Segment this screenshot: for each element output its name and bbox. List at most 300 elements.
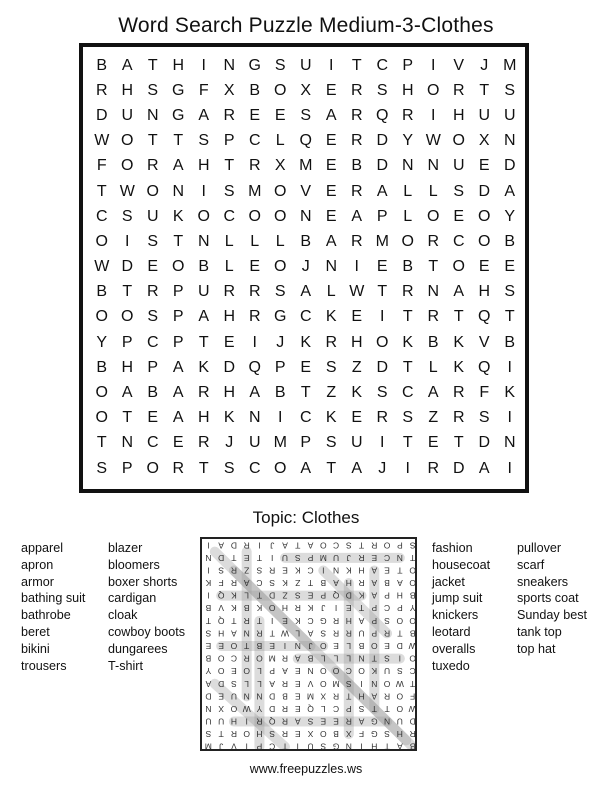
grid-row: [89, 179, 523, 204]
grid-letter: L: [224, 232, 234, 250]
answer-letter: Q: [268, 716, 276, 727]
grid-letter: K: [325, 409, 337, 427]
answer-letter: T: [371, 653, 377, 664]
grid-letter: O: [95, 308, 108, 326]
answer-letter: S: [384, 729, 390, 740]
grid-letter: R: [248, 308, 261, 326]
answer-letter: T: [244, 641, 250, 651]
word-list-item: jacket: [432, 574, 465, 589]
answer-letter: E: [282, 615, 288, 626]
answer-letter: N: [243, 691, 250, 702]
answer-letter: L: [333, 653, 339, 664]
grid-letter: C: [299, 409, 312, 427]
word-list-column-3: [432, 540, 490, 674]
answer-key-grid: [202, 539, 417, 751]
answer-letter: W: [408, 641, 417, 651]
grid-letter: A: [172, 358, 184, 376]
answer-letter: W: [242, 703, 251, 714]
grid-letter: N: [503, 434, 516, 452]
answer-letter: E: [294, 666, 301, 677]
word-list-item: tuxedo: [432, 658, 470, 673]
grid-letter: R: [350, 182, 363, 200]
answer-letter: Y: [205, 666, 212, 677]
word-list-item: cardigan: [108, 591, 157, 606]
grid-letter: N: [223, 56, 236, 74]
answer-letter: O: [319, 678, 327, 689]
answer-letter: Q: [332, 590, 340, 601]
answer-letter: L: [244, 678, 250, 689]
grid-letter: S: [223, 459, 235, 477]
answer-letter: M: [268, 653, 276, 664]
word-list-item: Sunday best: [517, 608, 588, 623]
grid-letter: D: [503, 157, 516, 175]
grid-letter: A: [376, 182, 388, 200]
answer-letter: U: [205, 716, 212, 727]
answer-letter: O: [319, 729, 327, 740]
answer-letter: T: [358, 603, 365, 614]
answer-letter: R: [332, 691, 340, 702]
answer-letter: S: [358, 703, 365, 714]
answer-letter: L: [295, 628, 301, 639]
answer-letter: A: [282, 540, 288, 551]
grid-letter: U: [503, 106, 516, 124]
answer-letter: R: [230, 565, 237, 576]
grid-letter: R: [427, 308, 440, 326]
answer-letter: R: [345, 628, 352, 639]
answer-letter: G: [371, 729, 378, 740]
grid-letter: R: [223, 106, 236, 124]
grid-letter: E: [274, 106, 286, 124]
answer-letter: D: [218, 552, 225, 563]
grid-letter: K: [198, 358, 210, 376]
grid-row: [89, 431, 523, 456]
grid-letter: H: [223, 308, 236, 326]
grid-letter: B: [249, 81, 261, 99]
grid-letter: S: [147, 232, 159, 250]
grid-letter: A: [300, 283, 312, 301]
answer-letter: E: [294, 691, 301, 702]
grid-letter: N: [325, 258, 338, 276]
grid-letter: T: [453, 434, 464, 452]
answer-letter: T: [307, 578, 314, 589]
answer-letter: T: [346, 691, 352, 702]
answer-letter: L: [346, 653, 352, 664]
answer-letter: D: [205, 691, 212, 702]
answer-letter: V: [218, 603, 224, 614]
grid-letter: C: [248, 459, 261, 477]
answer-letter: R: [281, 678, 289, 689]
grid-letter: A: [172, 157, 184, 175]
answer-letter: P: [269, 666, 276, 677]
grid-letter: W: [119, 182, 135, 200]
grid-letter: E: [300, 358, 312, 376]
grid-letter: S: [274, 56, 286, 74]
grid-letter: D: [452, 459, 465, 477]
grid-letter: S: [223, 182, 235, 200]
grid-letter: T: [402, 308, 413, 326]
answer-letter: P: [345, 703, 352, 714]
grid-letter: K: [453, 358, 465, 376]
grid-letter: L: [224, 258, 234, 276]
grid-letter: O: [248, 207, 261, 225]
grid-letter: W: [94, 258, 110, 276]
grid-letter: F: [96, 157, 107, 175]
answer-letter: A: [205, 678, 212, 689]
answer-letter: N: [332, 565, 340, 576]
grid-letter: S: [325, 434, 337, 452]
answer-letter: L: [320, 703, 326, 714]
answer-letter: K: [371, 666, 378, 677]
grid-letter: S: [325, 358, 337, 376]
word-list-item: overalls: [432, 641, 476, 656]
grid-letter: Y: [96, 333, 108, 351]
grid-letter: U: [248, 434, 261, 452]
answer-letter: N: [205, 552, 212, 563]
answer-letter: S: [397, 666, 403, 677]
answer-letter: P: [397, 603, 403, 614]
grid-letter: P: [172, 283, 184, 301]
grid-letter: M: [375, 232, 389, 250]
answer-letter: J: [321, 603, 326, 614]
answer-letter: T: [384, 741, 390, 752]
grid-letter: M: [273, 434, 287, 452]
answer-letter: U: [396, 716, 403, 727]
grid-letter: N: [401, 157, 414, 175]
grid-letter: B: [96, 56, 108, 74]
grid-letter: P: [172, 308, 184, 326]
answer-letter: C: [307, 615, 314, 626]
grid-letter: A: [249, 384, 261, 402]
answer-letter: T: [269, 628, 275, 639]
grid-letter: H: [121, 81, 134, 99]
answer-letter: F: [410, 691, 416, 702]
grid-row: [89, 305, 523, 330]
answer-letter: E: [307, 590, 314, 601]
answer-letter: M: [332, 678, 340, 689]
grid-row: [89, 204, 523, 229]
answer-letter: P: [371, 615, 378, 626]
grid-letter: E: [351, 409, 363, 427]
grid-letter: E: [427, 434, 439, 452]
answer-letter: R: [332, 615, 340, 626]
grid-letter: P: [147, 358, 159, 376]
topic-heading: Topic: Clothes: [252, 508, 360, 527]
grid-letter: H: [223, 384, 236, 402]
grid-letter: A: [198, 308, 210, 326]
grid-letter: S: [121, 207, 133, 225]
answer-letter: N: [384, 716, 391, 727]
grid-letter: D: [376, 132, 389, 150]
grid-letter: T: [479, 81, 490, 99]
grid-letter: E: [504, 258, 516, 276]
grid-letter: L: [403, 182, 413, 200]
answer-letter: T: [231, 615, 237, 626]
answer-letter: C: [384, 552, 391, 563]
grid-letter: T: [453, 308, 464, 326]
grid-letter: T: [326, 459, 337, 477]
answer-letter: E: [218, 641, 224, 651]
answer-letter: O: [383, 678, 391, 689]
grid-letter: T: [96, 182, 107, 200]
grid-letter: I: [507, 459, 512, 477]
grid-letter: T: [377, 283, 388, 301]
grid-letter: V: [300, 182, 312, 200]
answer-letter: B: [205, 603, 212, 614]
grid-letter: R: [350, 106, 363, 124]
grid-letter: O: [274, 207, 287, 225]
grid-letter: B: [147, 384, 159, 402]
answer-letter: G: [371, 716, 378, 727]
answer-letter: A: [371, 691, 378, 702]
grid-row: [89, 129, 523, 154]
grid-letter: R: [452, 384, 465, 402]
word-list-column-1: [21, 540, 85, 674]
grid-letter: A: [427, 384, 439, 402]
grid-letter: E: [147, 258, 159, 276]
word-list-item: boxer shorts: [108, 574, 178, 589]
answer-letter: I: [322, 565, 325, 576]
grid-letter: V: [478, 333, 490, 351]
answer-letter: P: [371, 603, 378, 614]
answer-letter: I: [271, 615, 274, 626]
answer-letter: A: [307, 628, 314, 639]
word-list-item: apron: [21, 557, 54, 572]
grid-letter: T: [96, 434, 107, 452]
answer-letter: Q: [217, 590, 225, 601]
answer-letter: X: [218, 703, 224, 714]
answer-letter: Q: [307, 703, 314, 714]
answer-letter: E: [384, 565, 390, 576]
answer-letter: S: [384, 653, 390, 664]
answer-letter: S: [205, 729, 212, 740]
grid-letter: P: [121, 333, 133, 351]
answer-letter: T: [397, 565, 403, 576]
grid-letter: O: [95, 409, 108, 427]
grid-letter: I: [125, 232, 130, 250]
answer-letter: E: [294, 678, 301, 689]
answer-letter: A: [397, 578, 403, 589]
grid-row: [89, 53, 523, 78]
grid-letter: I: [507, 358, 512, 376]
answer-letter: F: [358, 729, 365, 740]
answer-letter: N: [396, 552, 403, 563]
answer-letter: T: [231, 552, 237, 563]
answer-letter: T: [397, 628, 403, 639]
grid-letter: D: [121, 258, 134, 276]
word-list-item: fashion: [432, 541, 473, 555]
grid-letter: O: [274, 81, 287, 99]
answer-letter: D: [409, 716, 416, 727]
answer-letter: O: [268, 603, 276, 614]
answer-letter: E: [333, 716, 339, 727]
answer-letter: J: [270, 540, 275, 551]
grid-letter: J: [480, 56, 489, 74]
answer-letter: E: [205, 641, 212, 651]
grid-letter: O: [274, 182, 287, 200]
answer-letter: O: [396, 703, 404, 714]
answer-letter: T: [371, 703, 377, 714]
answer-letter: R: [256, 628, 263, 639]
answer-letter: B: [307, 653, 314, 664]
answer-letter: S: [218, 565, 224, 576]
answer-letter: B: [333, 729, 339, 740]
grid-letter: E: [351, 308, 363, 326]
grid-row: [89, 78, 523, 103]
answer-letter: A: [397, 741, 403, 752]
answer-letter: O: [319, 641, 327, 651]
answer-letter: A: [231, 628, 237, 639]
answer-letter: K: [231, 590, 237, 601]
grid-letter: E: [223, 333, 235, 351]
grid-letter: L: [428, 182, 438, 200]
word-list-item: bikini: [21, 641, 50, 656]
answer-letter: S: [256, 565, 263, 576]
answer-letter: R: [345, 716, 352, 727]
answer-letter: A: [282, 666, 288, 677]
answer-letter: X: [345, 729, 352, 740]
word-list-item: scarf: [517, 557, 545, 572]
grid-row: [89, 380, 523, 405]
answer-letter: E: [371, 552, 378, 563]
grid-letter: U: [452, 157, 465, 175]
answer-letter: I: [360, 678, 363, 689]
grid-letter: E: [325, 182, 337, 200]
answer-letter: S: [294, 590, 301, 601]
answer-letter: R: [358, 578, 365, 589]
answer-letter: S: [294, 552, 301, 563]
grid-letter: K: [223, 409, 235, 427]
grid-letter: A: [172, 384, 184, 402]
grid-row: [89, 330, 523, 355]
word-list-item: bathing suit: [21, 591, 86, 606]
grid-letter: T: [122, 409, 133, 427]
answer-letter: O: [217, 653, 225, 664]
grid-letter: R: [376, 409, 389, 427]
grid-letter: B: [96, 358, 108, 376]
grid-letter: O: [172, 258, 185, 276]
answer-letter: O: [409, 578, 416, 589]
grid-letter: B: [351, 157, 363, 175]
grid-letter: Q: [376, 106, 389, 124]
answer-letter: N: [307, 666, 314, 677]
answer-letter: C: [332, 540, 340, 551]
grid-letter: O: [427, 81, 440, 99]
answer-letter: R: [384, 691, 391, 702]
answer-letter: R: [243, 653, 250, 664]
grid-letter: J: [276, 333, 285, 351]
answer-letter: T: [358, 540, 365, 551]
answer-letter: U: [307, 741, 314, 752]
grid-letter: T: [504, 308, 515, 326]
grid-letter: T: [198, 459, 209, 477]
word-list-item: sports coat: [517, 591, 579, 606]
answer-letter: A: [269, 678, 276, 689]
grid-letter: I: [431, 56, 436, 74]
grid-letter: S: [402, 409, 414, 427]
grid-letter: C: [146, 434, 159, 452]
answer-letter: R: [384, 628, 391, 639]
grid-letter: Q: [299, 132, 312, 150]
answer-letter: V: [231, 741, 237, 752]
answer-letter: E: [345, 603, 352, 614]
answer-letter: A: [358, 716, 365, 727]
grid-letter: M: [299, 157, 313, 175]
answer-letter: H: [345, 615, 352, 626]
answer-letter: I: [360, 741, 363, 752]
answer-letter: S: [307, 716, 314, 727]
answer-letter: U: [281, 552, 289, 563]
grid-letter: R: [325, 333, 338, 351]
answer-letter: S: [231, 678, 237, 689]
grid-row: [89, 406, 523, 431]
grid-letter: L: [275, 232, 285, 250]
answer-letter: R: [230, 578, 237, 589]
grid-letter: D: [95, 106, 108, 124]
answer-letter: O: [383, 540, 391, 551]
grid-letter: W: [94, 132, 110, 150]
grid-letter: T: [147, 56, 158, 74]
grid-letter: B: [402, 258, 414, 276]
grid-letter: I: [201, 182, 206, 200]
answer-letter: B: [256, 641, 263, 651]
answer-letter: K: [358, 590, 365, 601]
answer-letter: B: [409, 741, 416, 752]
grid-letter: O: [274, 258, 287, 276]
word-list-item: beret: [21, 624, 50, 639]
grid-letter: P: [300, 434, 312, 452]
answer-letter: D: [230, 540, 237, 551]
answer-letter: C: [269, 741, 276, 752]
answer-letter: A: [218, 540, 224, 551]
grid-letter: A: [351, 207, 363, 225]
grid-letter: K: [504, 384, 516, 402]
answer-letter: K: [231, 603, 237, 614]
answer-letter: B: [243, 603, 250, 614]
grid-letter: E: [325, 157, 337, 175]
grid-letter: E: [249, 106, 261, 124]
grid-letter: E: [325, 207, 337, 225]
answer-letter: B: [320, 578, 327, 589]
grid-letter: T: [122, 283, 133, 301]
answer-letter: T: [256, 615, 263, 626]
answer-letter: A: [333, 578, 339, 589]
grid-letter: R: [95, 81, 108, 99]
answer-letter: S: [409, 540, 416, 551]
grid-letter: O: [121, 132, 134, 150]
answer-letter: M: [306, 691, 315, 702]
answer-letter: U: [358, 628, 365, 639]
word-list-item: leotard: [432, 624, 471, 639]
grid-letter: E: [325, 81, 337, 99]
grid-letter: A: [300, 459, 312, 477]
answer-letter: I: [296, 741, 299, 752]
answer-letter: N: [243, 628, 250, 639]
grid-letter: C: [146, 333, 159, 351]
word-list-item: bathrobe: [21, 608, 71, 623]
grid-letter: B: [96, 283, 108, 301]
answer-letter: H: [281, 603, 289, 614]
answer-letter: O: [409, 565, 416, 576]
grid-letter: O: [427, 207, 440, 225]
answer-letter: C: [345, 666, 352, 677]
answer-letter: T: [295, 540, 301, 551]
grid-letter: K: [325, 308, 337, 326]
word-list-item: housecoat: [432, 557, 491, 572]
grid-letter: U: [121, 106, 134, 124]
answer-letter: H: [218, 628, 225, 639]
grid-letter: P: [274, 358, 286, 376]
answer-letter: A: [307, 540, 314, 551]
